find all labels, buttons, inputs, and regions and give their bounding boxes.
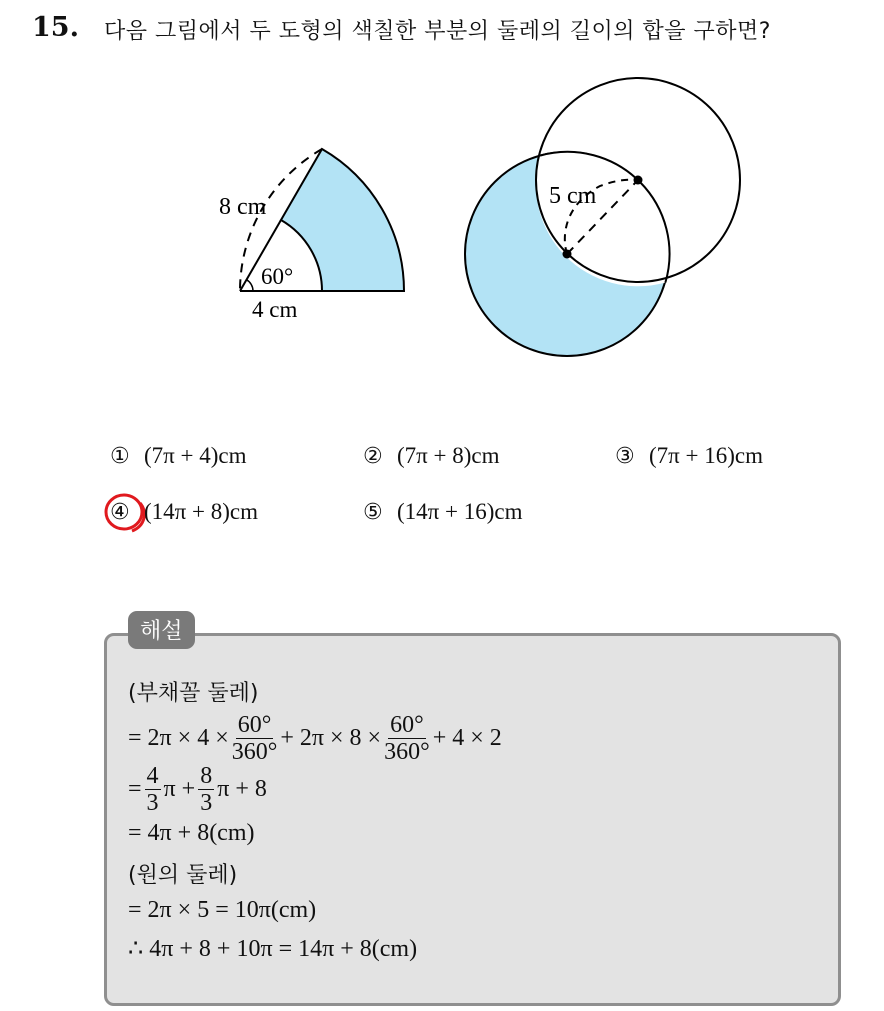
label-5cm: 5 cm: [549, 183, 597, 209]
solution-step-5: ∴ 4π + 8 + 10π = 14π + 8(cm): [128, 936, 418, 962]
choice-4-mark: ④: [110, 500, 130, 525]
question-text: 다음 그림에서 두 도형의 색칠한 부분의 둘레의 길이의 합을 구하면?: [104, 19, 771, 44]
solution-step-4: = 2π × 5 = 10π(cm): [128, 897, 317, 923]
choice-3-text: (7π + 16)cm: [649, 443, 764, 468]
choice-2-text: (7π + 8)cm: [397, 443, 500, 468]
fraction: $\frac{8}{3}$: [200, 763, 213, 816]
choice-1-mark: ①: [110, 444, 130, 469]
fraction: $\frac{60^\circ}{360^\circ}$: [231, 712, 278, 765]
choice-2-mark: ②: [363, 444, 383, 469]
label-8cm: 8 cm: [219, 194, 267, 220]
choice-1-text: (7π + 4)cm: [144, 443, 247, 468]
sector-heading: (부채꼴 둘레): [128, 681, 259, 706]
choice-3[interactable]: [615, 443, 763, 469]
choice-5[interactable]: [363, 499, 523, 525]
circle-heading: (원의 둘레): [128, 863, 238, 888]
solution-tag: 해설: [128, 611, 195, 649]
center-point-upper: [634, 176, 643, 185]
choice-4-text: (14π + 8)cm: [144, 499, 259, 524]
circle-figure: [465, 78, 740, 356]
solution-step-3: = 4π + 8(cm): [128, 820, 255, 846]
fraction: $\frac{4}{3}$: [146, 763, 159, 816]
sector-figure: [219, 149, 404, 322]
solution-step-2: = $\frac{4}{3}$ π + $\frac{8}{3}$ π + 8: [128, 763, 267, 816]
label-4cm: 4 cm: [252, 297, 298, 322]
angle-arc: [247, 280, 254, 291]
label-60deg: 60°: [261, 264, 294, 289]
shaded-sector-ring: [281, 149, 404, 291]
choice-5-text: (14π + 16)cm: [397, 499, 523, 524]
solution-step-1: = 2π × 4 × $\frac{60^\circ}{360^\circ}$ + 2π × 8 × $\frac{60^\circ}{360^\circ}$ + 4 × 2: [128, 712, 502, 765]
question-number: 15.: [32, 12, 79, 43]
choice-3-mark: ③: [615, 444, 635, 469]
choice-2[interactable]: [363, 443, 500, 469]
fraction: $\frac{60^\circ}{360^\circ}$: [384, 712, 430, 765]
center-point-lower: [563, 250, 572, 259]
choice-4[interactable]: [110, 499, 258, 525]
choice-5-mark: ⑤: [363, 500, 383, 525]
choice-1[interactable]: [110, 443, 247, 469]
